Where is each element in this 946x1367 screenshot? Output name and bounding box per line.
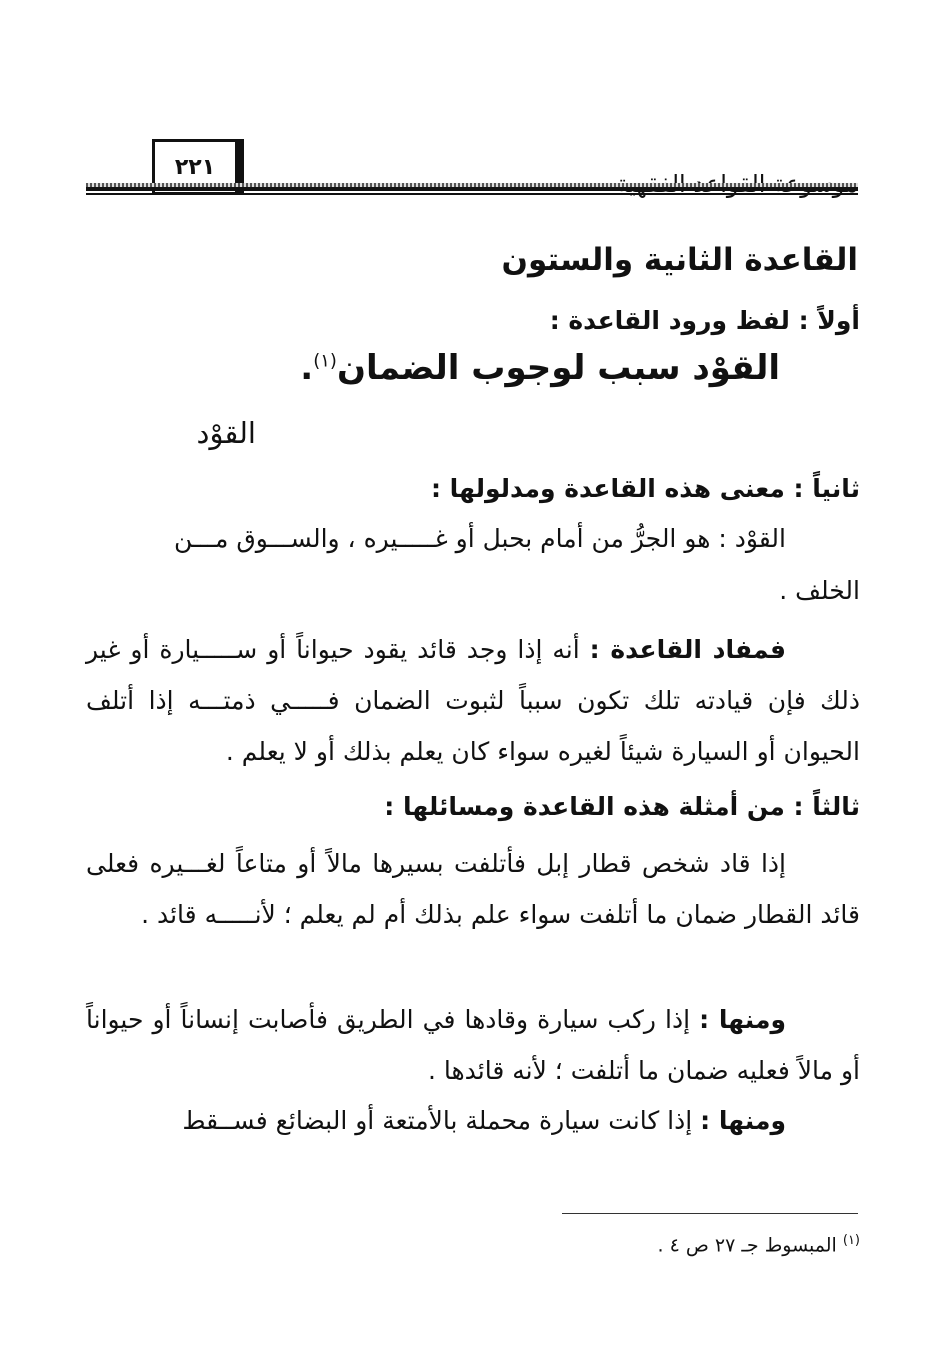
rule-heading: القاعدة الثانية والستون [501,242,858,278]
example-2-label: ومنها : [699,1005,786,1034]
example-1-paragraph: إذا قاد شخص قطار إبل فأتلفت بسيرها مالاً أو متاعاً لغـــيره فعلى قائد القطار ضمان ما أتلفت سواء علم بذلك أم لم يعلم ؛ لأنـــــه قائد . [86,849,860,929]
standalone-word: القوْد [196,416,256,450]
first-section-label: أولاً : لفظ ورود القاعدة : [549,306,860,335]
example-3-text: إذا كانت سيارة محملة بالأمتعة أو البضائع فســقط [182,1106,693,1135]
footnote [658,1233,861,1256]
example-2-text: إذا ركب سيارة وقادها في الطريق فأصابت إنساناً أو حيواناً أو مالاً فعليه ضمان ما أتلفت ؛ لأنه قائدها . [86,1005,860,1085]
example-3-line [182,1106,786,1135]
import-paragraph [86,624,860,777]
rule-text-end: . [300,348,314,388]
rule-text-body: القوْد سبب لوجوب الضمان [336,348,780,388]
examples-section-label: ثالثاً : من أمثلة هذه القاعدة ومسائلها : [384,792,860,821]
example-3-label: ومنها : [700,1106,786,1135]
page-number: ٢٢١ [174,154,216,180]
definition-line-1: القوْد : هو الجرُّ من أمام بحبل أو غـــــيره ، والســـوق مـــن [174,524,786,553]
footnote-text: المبسوط جـ ٢٧ ص ٤ . [657,1234,837,1257]
example-2-paragraph [86,994,860,1096]
header-rule-thick [86,187,858,191]
meaning-section-label: ثانياً : معنى هذه القاعدة ومدلولها : [430,474,860,503]
import-label: فمفاد القاعدة : [589,635,786,664]
import-text: أنه إذا وجد قائد يقود حيواناً أو ســـــيارة أو غير ذلك فإن قيادته تلك تكون سبباً لثبوت الضمان فـــــي ذمتـــه إذا أتلف الحيوان أو السيارة شيئاً لغيره سواء كان يعلم بذلك أو لا يعلم . [86,635,860,766]
footnote-marker: (١) [842,1233,860,1248]
footnote-divider [562,1213,858,1214]
definition-line-2: الخلف . [779,576,860,605]
footnote-ref: (١) [313,350,337,372]
header-rule-thin [86,193,858,195]
rule-text [300,348,780,388]
